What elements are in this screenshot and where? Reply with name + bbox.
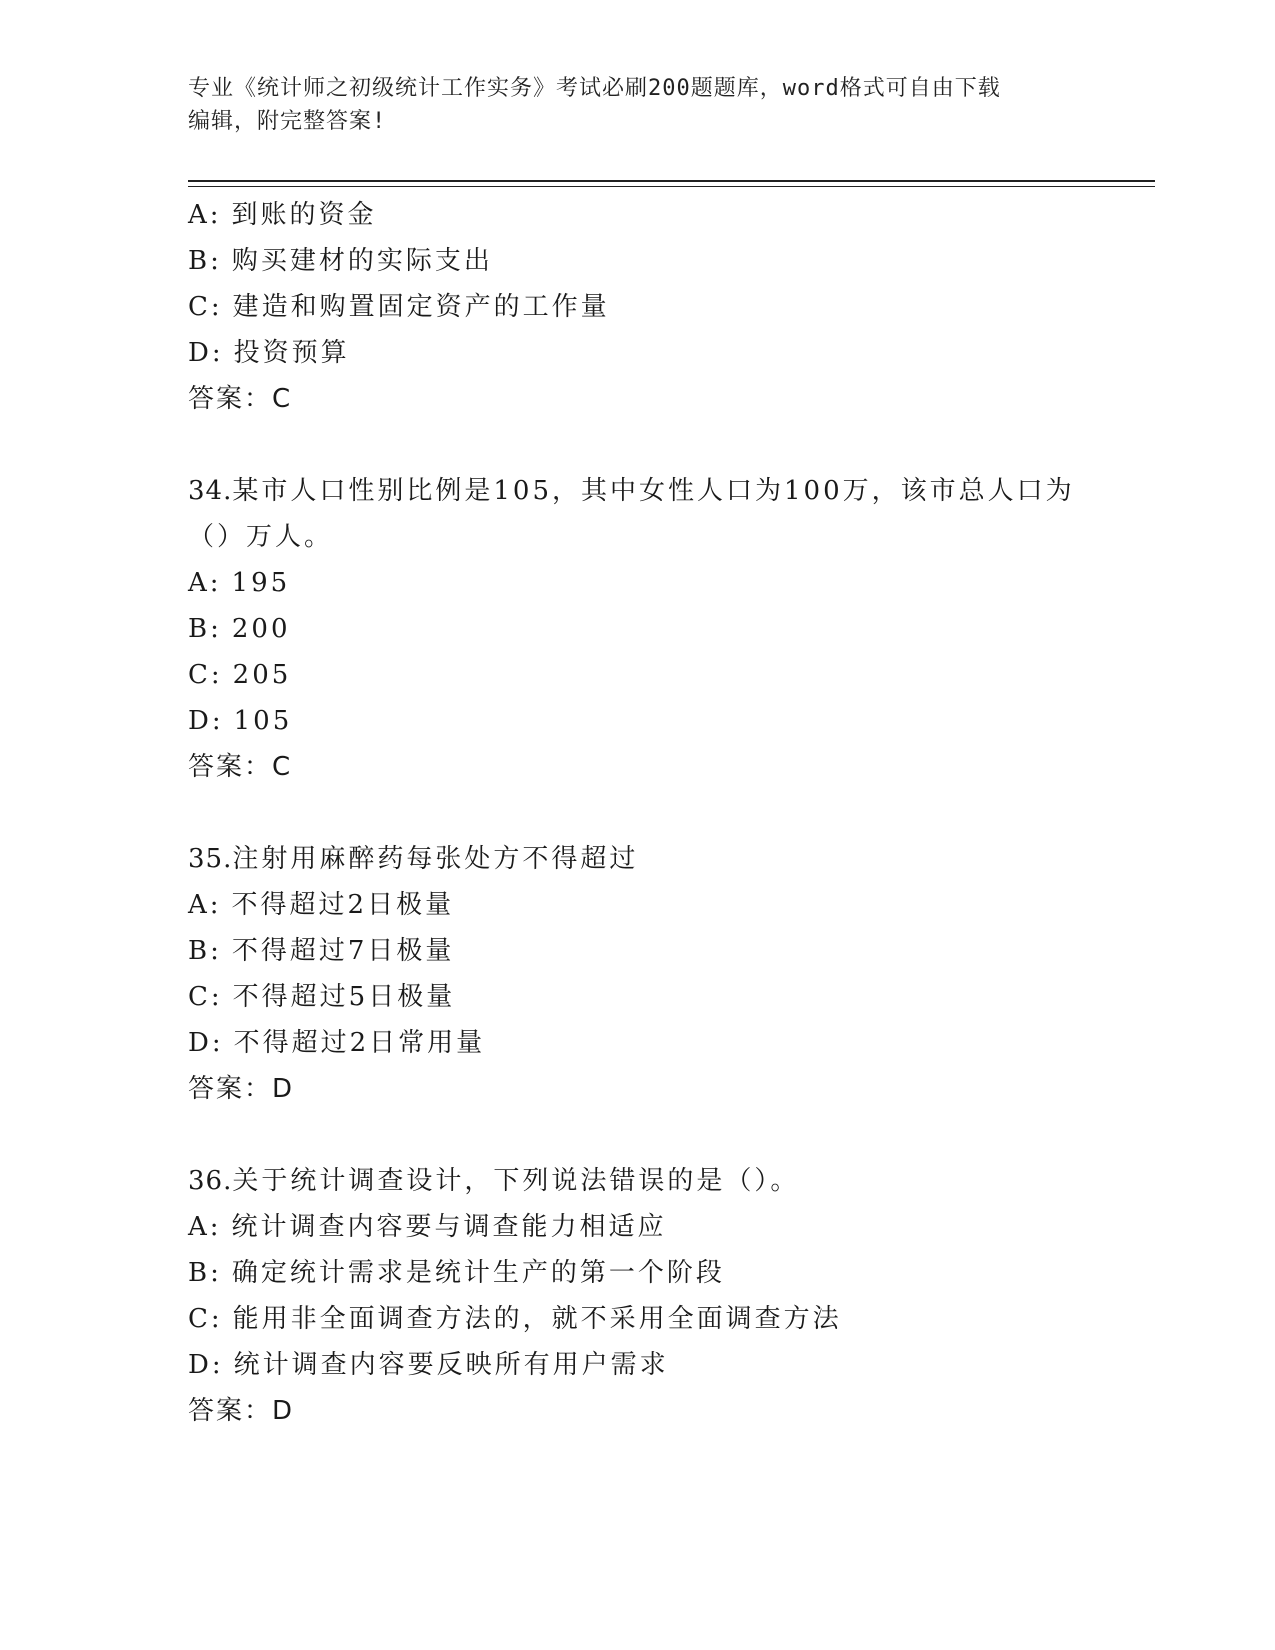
answer-line: 答案：C <box>188 384 293 414</box>
option-d <box>188 1020 1088 1066</box>
option-b <box>188 1250 1088 1296</box>
option-letter: C: <box>188 1304 223 1334</box>
option-b <box>188 606 1088 652</box>
option-letter: A: <box>188 200 222 230</box>
option-d <box>188 698 1088 744</box>
option-text: 建造和购置固定资产的工作量 <box>232 292 610 322</box>
question-stem <box>188 468 1088 514</box>
option-text: 105 <box>233 706 293 736</box>
answer-line: 答案：C <box>188 752 293 782</box>
question-block-34 <box>188 468 1088 790</box>
option-letter: A: <box>188 1212 222 1242</box>
option-letter: B: <box>188 1258 222 1288</box>
option-c <box>188 974 1088 1020</box>
question-stem <box>188 1158 1088 1204</box>
option-text: 不得超过2日极量 <box>231 890 455 920</box>
option-b <box>188 238 1088 284</box>
question-block-36 <box>188 1158 1088 1434</box>
option-letter: B: <box>188 614 222 644</box>
question-content <box>188 192 1088 1434</box>
option-c <box>188 652 1088 698</box>
option-text: 不得超过7日极量 <box>231 936 455 966</box>
question-block-prev <box>188 192 1088 422</box>
option-letter: D: <box>188 1028 224 1058</box>
header-divider-thick <box>188 180 1155 182</box>
option-a <box>188 560 1088 606</box>
option-text: 不得超过2日常用量 <box>233 1028 486 1058</box>
question-stem-line-1: 关于统计调查设计，下列说法错误的是（）。 <box>232 1166 800 1196</box>
header-divider-thin <box>188 186 1155 187</box>
option-b <box>188 928 1088 974</box>
option-text: 能用非全面调查方法的，就不采用全面调查方法 <box>232 1304 842 1334</box>
option-text: 205 <box>232 660 292 690</box>
question-stem <box>188 836 1088 882</box>
option-letter: C: <box>188 982 223 1012</box>
question-number: 36. <box>188 1166 233 1196</box>
option-text: 统计调查内容要反映所有用户需求 <box>233 1350 669 1380</box>
question-number: 34. <box>188 476 233 506</box>
document-header <box>188 72 1078 138</box>
question-number: 35. <box>188 844 233 874</box>
option-a <box>188 882 1088 928</box>
header-title-line-1: 专业《统计师之初级统计工作实务》考试必刷200题题库，word格式可自由下载 <box>188 76 1001 101</box>
option-d <box>188 330 1088 376</box>
option-letter: A: <box>188 890 222 920</box>
option-text: 投资预算 <box>233 338 350 368</box>
option-letter: B: <box>188 246 222 276</box>
option-letter: D: <box>188 706 224 736</box>
option-text: 195 <box>231 568 291 598</box>
option-text: 200 <box>231 614 291 644</box>
question-stem-line-1: 某市人口性别比例是105，其中女性人口为100万，该市总人口为 <box>232 476 1075 506</box>
option-d <box>188 1342 1088 1388</box>
option-text: 购买建材的实际支出 <box>231 246 493 276</box>
option-a <box>188 1204 1088 1250</box>
question-stem-line-1: 注射用麻醉药每张处方不得超过 <box>232 844 639 874</box>
option-letter: D: <box>188 338 224 368</box>
option-letter: D: <box>188 1350 224 1380</box>
option-c <box>188 1296 1088 1342</box>
option-letter: B: <box>188 936 222 966</box>
answer-line: 答案：D <box>188 1074 295 1104</box>
option-letter: C: <box>188 292 223 322</box>
option-a <box>188 192 1088 238</box>
option-text: 统计调查内容要与调查能力相适应 <box>231 1212 667 1242</box>
header-title-line-2: 编辑，附完整答案! <box>188 109 387 134</box>
option-letter: A: <box>188 568 222 598</box>
option-text: 到账的资金 <box>231 200 377 230</box>
question-stem-line-2: （）万人。 <box>188 522 334 552</box>
question-block-35 <box>188 836 1088 1112</box>
answer-line: 答案：D <box>188 1396 295 1426</box>
option-letter: C: <box>188 660 223 690</box>
option-text: 确定统计需求是统计生产的第一个阶段 <box>231 1258 725 1288</box>
option-c <box>188 284 1088 330</box>
option-text: 不得超过5日极量 <box>232 982 456 1012</box>
